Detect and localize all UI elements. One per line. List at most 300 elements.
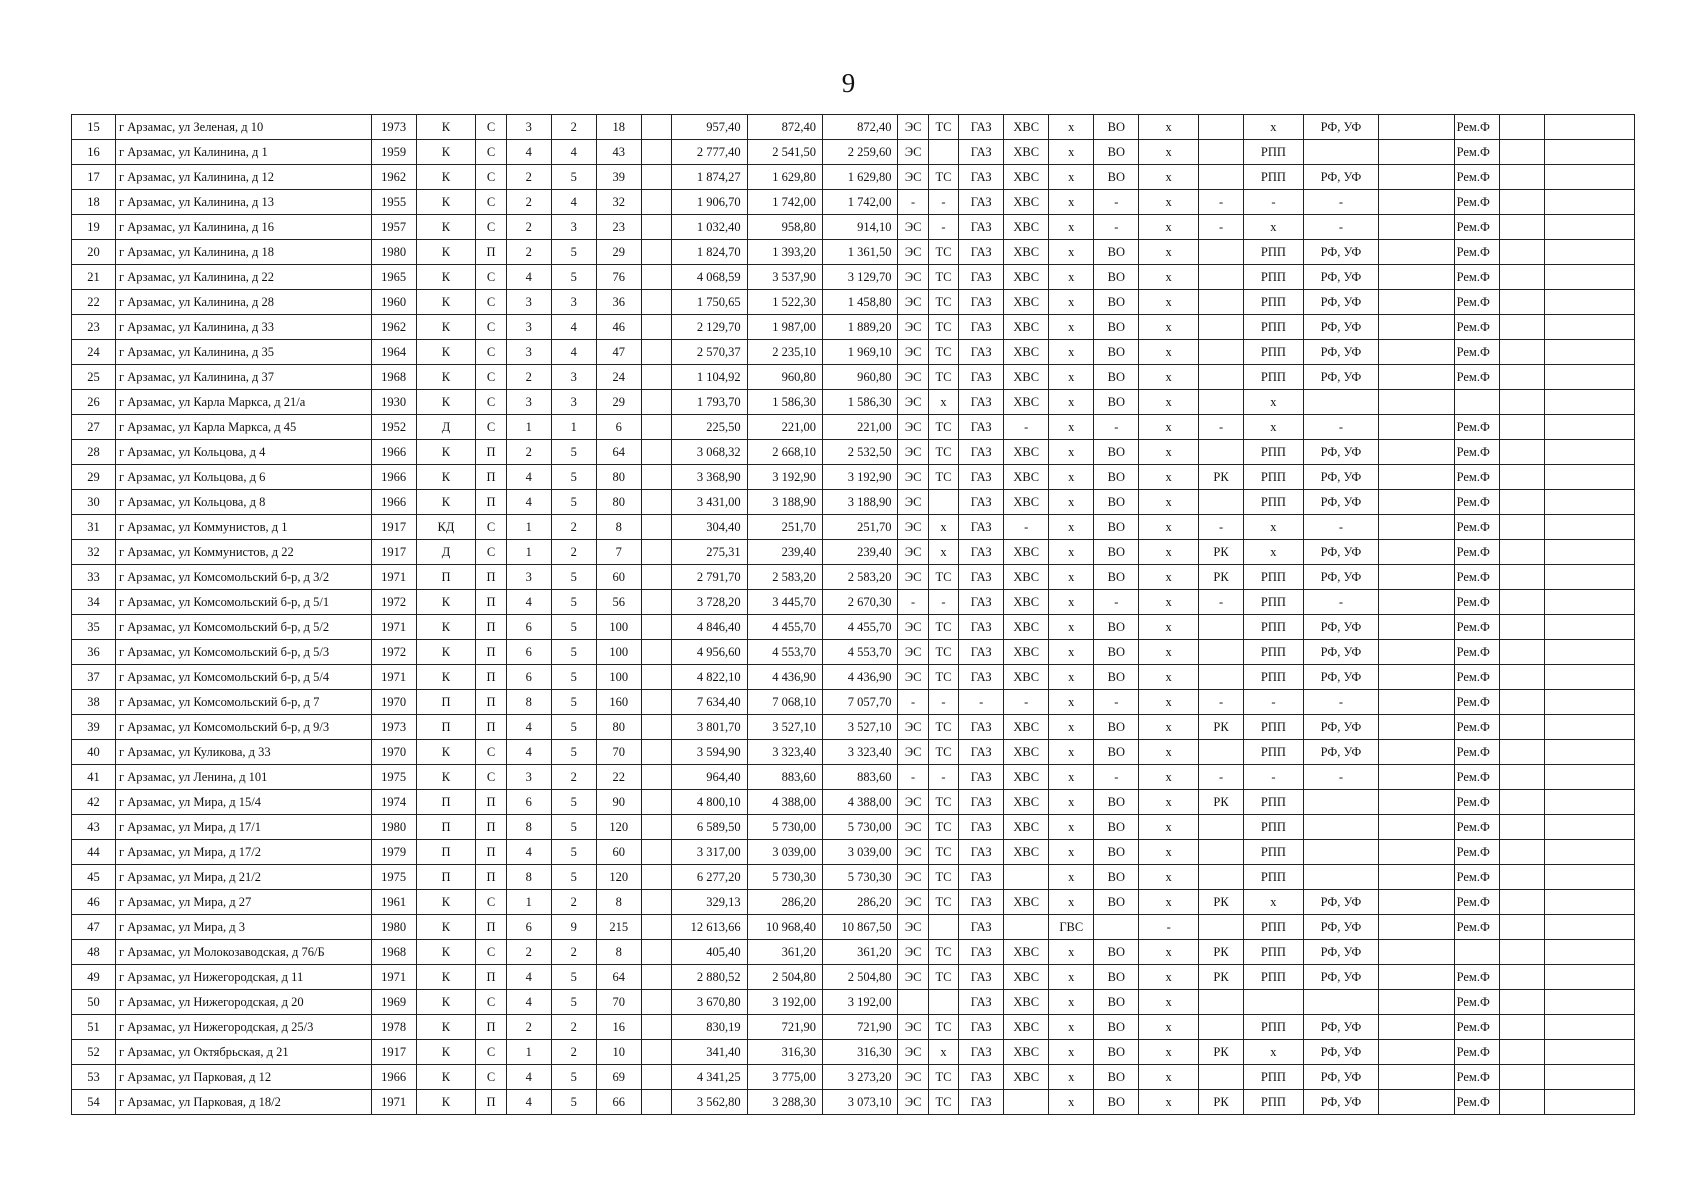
cell-rf-uf-mark: РФ, УФ xyxy=(1303,165,1378,190)
cell-living-area: 1 742,00 xyxy=(747,190,822,215)
cell-col-x: х xyxy=(1049,765,1094,790)
cell-rk-mark xyxy=(1199,165,1244,190)
cell-living-area: 4 388,00 xyxy=(747,790,822,815)
cell-col-blank xyxy=(641,840,671,865)
cell-repair-fund: Рем.Ф xyxy=(1454,490,1499,515)
cell-entrances: 3 xyxy=(506,390,551,415)
cell-entrances: 8 xyxy=(506,865,551,890)
cell-row-number: 22 xyxy=(72,290,116,315)
cell-col-blank4 xyxy=(1544,340,1634,365)
cell-type-code: П xyxy=(476,1015,506,1040)
cell-rpp-mark: х xyxy=(1244,540,1304,565)
cell-rpp-mark: РПП xyxy=(1244,465,1304,490)
cell-gas: ГАЗ xyxy=(959,215,1004,240)
cell-floors: 5 xyxy=(551,465,596,490)
cell-living-area: 251,70 xyxy=(747,515,822,540)
cell-entrances: 1 xyxy=(506,415,551,440)
cell-floors: 4 xyxy=(551,315,596,340)
cell-col-blank xyxy=(641,390,671,415)
cell-col-blank xyxy=(641,1015,671,1040)
table-row xyxy=(72,190,1635,215)
cell-repair-fund xyxy=(1454,390,1499,415)
cell-cold-water: ХВС xyxy=(1004,265,1049,290)
cell-col-blank xyxy=(641,715,671,740)
cell-col-x2: х xyxy=(1139,115,1199,140)
cell-living-area: 361,20 xyxy=(747,940,822,965)
cell-type-code: П xyxy=(476,590,506,615)
cell-entrances: 1 xyxy=(506,1040,551,1065)
cell-apartments: 46 xyxy=(596,315,641,340)
cell-residential-area: 3 273,20 xyxy=(823,1065,898,1090)
cell-type-code: С xyxy=(476,890,506,915)
cell-gas: ГАЗ xyxy=(959,465,1004,490)
cell-residential-area: 1 629,80 xyxy=(823,165,898,190)
cell-total-area: 4 822,10 xyxy=(672,665,747,690)
cell-col-blank4 xyxy=(1544,165,1634,190)
cell-wall-material-code: Д xyxy=(416,415,476,440)
cell-year-built: 1979 xyxy=(371,840,416,865)
cell-living-area: 1 629,80 xyxy=(747,165,822,190)
cell-type-code: П xyxy=(476,790,506,815)
cell-row-number: 19 xyxy=(72,215,116,240)
cell-apartments: 43 xyxy=(596,140,641,165)
cell-rf-uf-mark: РФ, УФ xyxy=(1303,290,1378,315)
cell-living-area: 4 455,70 xyxy=(747,615,822,640)
cell-electricity: ЭС xyxy=(898,140,928,165)
cell-rf-uf-mark: РФ, УФ xyxy=(1303,640,1378,665)
cell-electricity: ЭС xyxy=(898,240,928,265)
cell-gas: ГАЗ xyxy=(959,865,1004,890)
cell-repair-fund: Рем.Ф xyxy=(1454,215,1499,240)
cell-total-area: 1 104,92 xyxy=(672,365,747,390)
cell-residential-area: 3 039,00 xyxy=(823,840,898,865)
cell-electricity: ЭС xyxy=(898,790,928,815)
cell-floors: 2 xyxy=(551,115,596,140)
table-row xyxy=(72,615,1635,640)
table-row xyxy=(72,290,1635,315)
cell-col-x: х xyxy=(1049,565,1094,590)
cell-entrances: 2 xyxy=(506,165,551,190)
cell-residential-area: 2 532,50 xyxy=(823,440,898,465)
cell-type-code: С xyxy=(476,940,506,965)
cell-heating: х xyxy=(928,1040,958,1065)
cell-electricity: ЭС xyxy=(898,1040,928,1065)
cell-year-built: 1980 xyxy=(371,240,416,265)
cell-row-number: 36 xyxy=(72,640,116,665)
cell-residential-area: 316,30 xyxy=(823,1040,898,1065)
cell-col-x2: х xyxy=(1139,840,1199,865)
cell-col-x2: х xyxy=(1139,815,1199,840)
cell-gas: ГАЗ xyxy=(959,265,1004,290)
cell-type-code: П xyxy=(476,865,506,890)
cell-electricity: - xyxy=(898,690,928,715)
cell-living-area: 3 445,70 xyxy=(747,590,822,615)
cell-address: г Арзамас, ул Калинина, д 33 xyxy=(115,315,371,340)
cell-address: г Арзамас, ул Калинина, д 18 xyxy=(115,240,371,265)
cell-year-built: 1972 xyxy=(371,590,416,615)
cell-wall-material-code: П xyxy=(416,565,476,590)
cell-rpp-mark: РПП xyxy=(1244,1090,1304,1115)
cell-total-area: 6 277,20 xyxy=(672,865,747,890)
cell-heating: ТС xyxy=(928,315,958,340)
cell-col-blank4 xyxy=(1544,1090,1634,1115)
cell-heating: ТС xyxy=(928,1065,958,1090)
cell-col-x: х xyxy=(1049,715,1094,740)
cell-heating: ТС xyxy=(928,265,958,290)
cell-col-x: х xyxy=(1049,415,1094,440)
cell-repair-fund: Рем.Ф xyxy=(1454,1015,1499,1040)
cell-rpp-mark: РПП xyxy=(1244,265,1304,290)
cell-col-blank xyxy=(641,865,671,890)
cell-row-number: 29 xyxy=(72,465,116,490)
cell-cold-water: ХВС xyxy=(1004,190,1049,215)
cell-row-number: 39 xyxy=(72,715,116,740)
cell-col-blank3 xyxy=(1499,440,1544,465)
cell-repair-fund: Рем.Ф xyxy=(1454,265,1499,290)
cell-repair-fund: Рем.Ф xyxy=(1454,1090,1499,1115)
cell-cold-water: ХВС xyxy=(1004,990,1049,1015)
cell-electricity: ЭС xyxy=(898,515,928,540)
cell-total-area: 3 670,80 xyxy=(672,990,747,1015)
cell-floors: 2 xyxy=(551,1040,596,1065)
cell-electricity: ЭС xyxy=(898,915,928,940)
cell-col-blank xyxy=(641,440,671,465)
cell-drainage: ВО xyxy=(1094,740,1139,765)
cell-col-x2: х xyxy=(1139,565,1199,590)
cell-col-x2: х xyxy=(1139,740,1199,765)
cell-col-x: х xyxy=(1049,640,1094,665)
cell-type-code: П xyxy=(476,565,506,590)
cell-heating: х xyxy=(928,515,958,540)
cell-year-built: 1971 xyxy=(371,565,416,590)
cell-col-blank4 xyxy=(1544,315,1634,340)
cell-col-x: х xyxy=(1049,340,1094,365)
cell-heating: ТС xyxy=(928,465,958,490)
cell-floors: 5 xyxy=(551,740,596,765)
cell-electricity: ЭС xyxy=(898,215,928,240)
cell-floors: 4 xyxy=(551,190,596,215)
cell-col-blank2 xyxy=(1379,340,1454,365)
cell-wall-material-code: К xyxy=(416,665,476,690)
cell-address: г Арзамас, ул Карла Маркса, д 21/а xyxy=(115,390,371,415)
cell-col-blank3 xyxy=(1499,690,1544,715)
cell-col-blank4 xyxy=(1544,1040,1634,1065)
cell-col-blank2 xyxy=(1379,815,1454,840)
cell-total-area: 4 846,40 xyxy=(672,615,747,640)
cell-row-number: 31 xyxy=(72,515,116,540)
cell-row-number: 34 xyxy=(72,590,116,615)
cell-rk-mark: РК xyxy=(1199,890,1244,915)
cell-gas: ГАЗ xyxy=(959,515,1004,540)
cell-cold-water xyxy=(1004,915,1049,940)
cell-year-built: 1971 xyxy=(371,615,416,640)
cell-col-x: х xyxy=(1049,1040,1094,1065)
cell-rpp-mark: РПП xyxy=(1244,340,1304,365)
cell-type-code: П xyxy=(476,240,506,265)
cell-gas: ГАЗ xyxy=(959,815,1004,840)
cell-rk-mark xyxy=(1199,440,1244,465)
cell-floors: 2 xyxy=(551,765,596,790)
cell-apartments: 80 xyxy=(596,715,641,740)
cell-entrances: 6 xyxy=(506,665,551,690)
cell-col-x: х xyxy=(1049,990,1094,1015)
cell-apartments: 64 xyxy=(596,965,641,990)
cell-repair-fund: Рем.Ф xyxy=(1454,515,1499,540)
cell-cold-water: ХВС xyxy=(1004,640,1049,665)
cell-col-blank xyxy=(641,490,671,515)
cell-heating: ТС xyxy=(928,665,958,690)
cell-electricity: ЭС xyxy=(898,290,928,315)
cell-rpp-mark xyxy=(1244,990,1304,1015)
cell-col-x2: х xyxy=(1139,640,1199,665)
table-row xyxy=(72,165,1635,190)
cell-living-area: 2 668,10 xyxy=(747,440,822,465)
cell-entrances: 4 xyxy=(506,1065,551,1090)
cell-col-x: х xyxy=(1049,465,1094,490)
cell-total-area: 3 562,80 xyxy=(672,1090,747,1115)
table-row xyxy=(72,540,1635,565)
cell-wall-material-code: К xyxy=(416,990,476,1015)
cell-gas: ГАЗ xyxy=(959,190,1004,215)
cell-col-x: х xyxy=(1049,815,1094,840)
cell-floors: 3 xyxy=(551,215,596,240)
cell-rk-mark xyxy=(1199,865,1244,890)
cell-rk-mark xyxy=(1199,290,1244,315)
cell-col-blank2 xyxy=(1379,165,1454,190)
cell-repair-fund: Рем.Ф xyxy=(1454,715,1499,740)
cell-type-code: П xyxy=(476,715,506,740)
cell-electricity: ЭС xyxy=(898,640,928,665)
cell-wall-material-code: К xyxy=(416,940,476,965)
cell-col-x2: х xyxy=(1139,765,1199,790)
cell-electricity: ЭС xyxy=(898,865,928,890)
cell-total-area: 2 880,52 xyxy=(672,965,747,990)
cell-gas: ГАЗ xyxy=(959,240,1004,265)
cell-repair-fund: Рем.Ф xyxy=(1454,540,1499,565)
cell-living-area: 3 527,10 xyxy=(747,715,822,740)
cell-apartments: 120 xyxy=(596,815,641,840)
cell-type-code: С xyxy=(476,340,506,365)
cell-rpp-mark: РПП xyxy=(1244,1015,1304,1040)
cell-wall-material-code: К xyxy=(416,965,476,990)
cell-gas: ГАЗ xyxy=(959,940,1004,965)
cell-col-x2: х xyxy=(1139,215,1199,240)
cell-residential-area: 1 586,30 xyxy=(823,390,898,415)
cell-rf-uf-mark: РФ, УФ xyxy=(1303,240,1378,265)
cell-floors: 5 xyxy=(551,665,596,690)
cell-wall-material-code: К xyxy=(416,365,476,390)
cell-living-area: 239,40 xyxy=(747,540,822,565)
cell-wall-material-code: П xyxy=(416,690,476,715)
cell-col-x2: х xyxy=(1139,590,1199,615)
cell-rf-uf-mark: РФ, УФ xyxy=(1303,615,1378,640)
cell-entrances: 2 xyxy=(506,1015,551,1040)
cell-col-blank2 xyxy=(1379,665,1454,690)
cell-electricity: ЭС xyxy=(898,540,928,565)
cell-rpp-mark: РПП xyxy=(1244,240,1304,265)
cell-repair-fund: Рем.Ф xyxy=(1454,565,1499,590)
cell-electricity: ЭС xyxy=(898,615,928,640)
cell-rpp-mark: РПП xyxy=(1244,815,1304,840)
cell-entrances: 3 xyxy=(506,115,551,140)
cell-cold-water: ХВС xyxy=(1004,965,1049,990)
cell-drainage: ВО xyxy=(1094,240,1139,265)
cell-electricity: ЭС xyxy=(898,390,928,415)
cell-col-blank xyxy=(641,940,671,965)
cell-rf-uf-mark: РФ, УФ xyxy=(1303,340,1378,365)
cell-col-blank2 xyxy=(1379,690,1454,715)
cell-residential-area: 4 388,00 xyxy=(823,790,898,815)
cell-rpp-mark: - xyxy=(1244,690,1304,715)
cell-repair-fund: Рем.Ф xyxy=(1454,840,1499,865)
cell-col-x2: х xyxy=(1139,390,1199,415)
cell-col-x2: х xyxy=(1139,690,1199,715)
cell-col-blank4 xyxy=(1544,190,1634,215)
cell-rk-mark: РК xyxy=(1199,790,1244,815)
cell-row-number: 51 xyxy=(72,1015,116,1040)
table-row xyxy=(72,715,1635,740)
cell-heating xyxy=(928,915,958,940)
cell-col-blank3 xyxy=(1499,615,1544,640)
cell-residential-area: 2 504,80 xyxy=(823,965,898,990)
table-row xyxy=(72,415,1635,440)
cell-apartments: 16 xyxy=(596,1015,641,1040)
cell-apartments: 160 xyxy=(596,690,641,715)
cell-type-code: П xyxy=(476,1090,506,1115)
cell-total-area: 2 570,37 xyxy=(672,340,747,365)
cell-total-area: 830,19 xyxy=(672,1015,747,1040)
cell-entrances: 2 xyxy=(506,365,551,390)
cell-rpp-mark: х xyxy=(1244,115,1304,140)
cell-repair-fund: Рем.Ф xyxy=(1454,890,1499,915)
cell-address: г Арзамас, ул Нижегородская, д 25/3 xyxy=(115,1015,371,1040)
cell-type-code: С xyxy=(476,740,506,765)
cell-apartments: 80 xyxy=(596,490,641,515)
cell-residential-area: 221,00 xyxy=(823,415,898,440)
table-row xyxy=(72,490,1635,515)
cell-col-x2: х xyxy=(1139,965,1199,990)
cell-floors: 5 xyxy=(551,990,596,1015)
cell-rf-uf-mark: РФ, УФ xyxy=(1303,915,1378,940)
cell-col-blank2 xyxy=(1379,915,1454,940)
cell-row-number: 46 xyxy=(72,890,116,915)
cell-col-blank4 xyxy=(1544,465,1634,490)
cell-col-blank xyxy=(641,190,671,215)
cell-repair-fund: Рем.Ф xyxy=(1454,690,1499,715)
cell-row-number: 37 xyxy=(72,665,116,690)
cell-repair-fund: Рем.Ф xyxy=(1454,240,1499,265)
cell-type-code: П xyxy=(476,465,506,490)
cell-rf-uf-mark: РФ, УФ xyxy=(1303,665,1378,690)
cell-total-area: 1 032,40 xyxy=(672,215,747,240)
cell-drainage: ВО xyxy=(1094,965,1139,990)
cell-cold-water: ХВС xyxy=(1004,240,1049,265)
cell-rf-uf-mark: РФ, УФ xyxy=(1303,1015,1378,1040)
cell-heating: - xyxy=(928,215,958,240)
cell-col-blank4 xyxy=(1544,590,1634,615)
cell-year-built: 1966 xyxy=(371,1065,416,1090)
cell-cold-water: ХВС xyxy=(1004,715,1049,740)
cell-type-code: С xyxy=(476,990,506,1015)
cell-floors: 5 xyxy=(551,1065,596,1090)
cell-rpp-mark: - xyxy=(1244,765,1304,790)
cell-rf-uf-mark: РФ, УФ xyxy=(1303,465,1378,490)
cell-rf-uf-mark: - xyxy=(1303,190,1378,215)
cell-heating: ТС xyxy=(928,115,958,140)
cell-residential-area: 1 742,00 xyxy=(823,190,898,215)
cell-wall-material-code: КД xyxy=(416,515,476,540)
cell-cold-water: ХВС xyxy=(1004,1040,1049,1065)
cell-apartments: 8 xyxy=(596,940,641,965)
cell-col-x2: х xyxy=(1139,415,1199,440)
cell-repair-fund: Рем.Ф xyxy=(1454,740,1499,765)
cell-living-area: 2 504,80 xyxy=(747,965,822,990)
cell-rf-uf-mark: РФ, УФ xyxy=(1303,715,1378,740)
cell-drainage: ВО xyxy=(1094,490,1139,515)
cell-rpp-mark: - xyxy=(1244,190,1304,215)
cell-repair-fund: Рем.Ф xyxy=(1454,590,1499,615)
cell-apartments: 90 xyxy=(596,790,641,815)
cell-address: г Арзамас, ул Зеленая, д 10 xyxy=(115,115,371,140)
cell-col-blank3 xyxy=(1499,915,1544,940)
cell-residential-area: 286,20 xyxy=(823,890,898,915)
cell-total-area: 2 791,70 xyxy=(672,565,747,590)
cell-year-built: 1971 xyxy=(371,1090,416,1115)
cell-electricity: ЭС xyxy=(898,115,928,140)
cell-heating: ТС xyxy=(928,1015,958,1040)
cell-entrances: 2 xyxy=(506,440,551,465)
cell-rk-mark xyxy=(1199,815,1244,840)
cell-col-x2: х xyxy=(1139,990,1199,1015)
cell-gas: ГАЗ xyxy=(959,615,1004,640)
cell-col-blank2 xyxy=(1379,615,1454,640)
cell-gas: ГАЗ xyxy=(959,890,1004,915)
cell-drainage: ВО xyxy=(1094,540,1139,565)
cell-residential-area: 239,40 xyxy=(823,540,898,565)
cell-total-area: 7 634,40 xyxy=(672,690,747,715)
cell-type-code: С xyxy=(476,390,506,415)
cell-electricity: ЭС xyxy=(898,1090,928,1115)
cell-cold-water: ХВС xyxy=(1004,740,1049,765)
cell-heating: ТС xyxy=(928,840,958,865)
cell-wall-material-code: К xyxy=(416,615,476,640)
cell-cold-water: - xyxy=(1004,690,1049,715)
cell-rpp-mark: РПП xyxy=(1244,840,1304,865)
cell-residential-area: 10 867,50 xyxy=(823,915,898,940)
cell-floors: 5 xyxy=(551,965,596,990)
cell-living-area: 3 192,90 xyxy=(747,465,822,490)
cell-col-x: х xyxy=(1049,1015,1094,1040)
cell-rf-uf-mark: РФ, УФ xyxy=(1303,940,1378,965)
cell-address: г Арзамас, ул Комсомольский б-р, д 5/2 xyxy=(115,615,371,640)
cell-gas: ГАЗ xyxy=(959,640,1004,665)
cell-total-area: 225,50 xyxy=(672,415,747,440)
cell-heating: - xyxy=(928,590,958,615)
cell-type-code: П xyxy=(476,690,506,715)
cell-col-blank4 xyxy=(1544,240,1634,265)
cell-apartments: 32 xyxy=(596,190,641,215)
cell-col-blank2 xyxy=(1379,140,1454,165)
cell-apartments: 18 xyxy=(596,115,641,140)
cell-living-area: 7 068,10 xyxy=(747,690,822,715)
cell-apartments: 100 xyxy=(596,665,641,690)
cell-living-area: 872,40 xyxy=(747,115,822,140)
cell-type-code: П xyxy=(476,815,506,840)
cell-col-blank2 xyxy=(1379,890,1454,915)
cell-col-blank2 xyxy=(1379,790,1454,815)
cell-heating: ТС xyxy=(928,340,958,365)
cell-col-x: х xyxy=(1049,190,1094,215)
